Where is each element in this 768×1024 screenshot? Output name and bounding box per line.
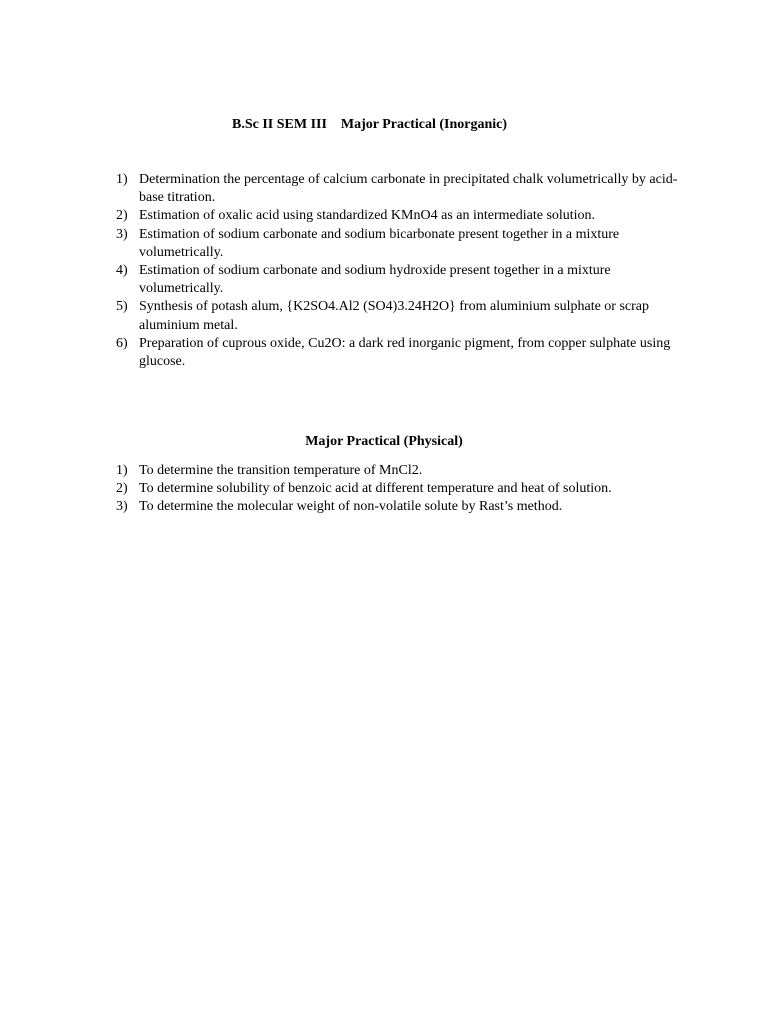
list-item-number: 1): [116, 172, 128, 187]
list-item-number: 1): [116, 463, 128, 478]
list-item: [116, 207, 696, 225]
list-item-text: To determine solubility of benzoic acid at different temperature and heat of solution.: [139, 481, 612, 497]
list-item-number: 3): [116, 226, 128, 242]
list-item-number: 2): [116, 208, 128, 224]
list-item-number: 3): [116, 499, 128, 515]
list-item-text: Estimation of sodium carbonate and sodium hydroxide present together in a mixture volumetrically.: [139, 263, 611, 297]
inorganic-practical-list: [116, 171, 696, 371]
physical-practical-list: [116, 462, 696, 517]
list-item: [116, 226, 696, 262]
physical-heading: Major Practical (Physical): [305, 434, 463, 449]
list-item: [116, 171, 696, 207]
inorganic-heading: B.Sc II SEM III Major Practical (Inorganic): [232, 117, 508, 132]
list-item: [116, 298, 696, 334]
list-item-text: Estimation of oxalic acid using standardized KMnO4 as an intermediate solution.: [139, 208, 596, 224]
list-item: [116, 335, 696, 371]
list-item-number: 2): [116, 481, 128, 497]
list-item-text: Estimation of sodium carbonate and sodium bicarbonate present together in a mixture volumetrically.: [139, 226, 620, 260]
list-item-text: To determine the transition temperature of MnCl2.: [139, 463, 423, 478]
list-item-text: Synthesis of potash alum, {K2SO4.Al2 (SO4)3.24H2O} from aluminium sulphate or scrap aluminium metal.: [139, 299, 650, 333]
list-item-text: To determine the molecular weight of non-volatile solute by Rast’s method.: [139, 499, 563, 515]
list-item: [116, 462, 696, 480]
list-item: [116, 498, 696, 516]
list-item-text: Determination the percentage of calcium carbonate in precipitated chalk volumetrically by acid-base titration.: [139, 172, 678, 206]
list-item-text: Preparation of cuprous oxide, Cu2O: a dark red inorganic pigment, from copper sulphate using glucose.: [139, 335, 671, 370]
list-item-number: 5): [116, 299, 128, 315]
list-item: [116, 480, 696, 498]
list-item-number: 4): [116, 263, 128, 279]
list-item: [116, 262, 696, 298]
list-item-number: 6): [116, 335, 128, 351]
